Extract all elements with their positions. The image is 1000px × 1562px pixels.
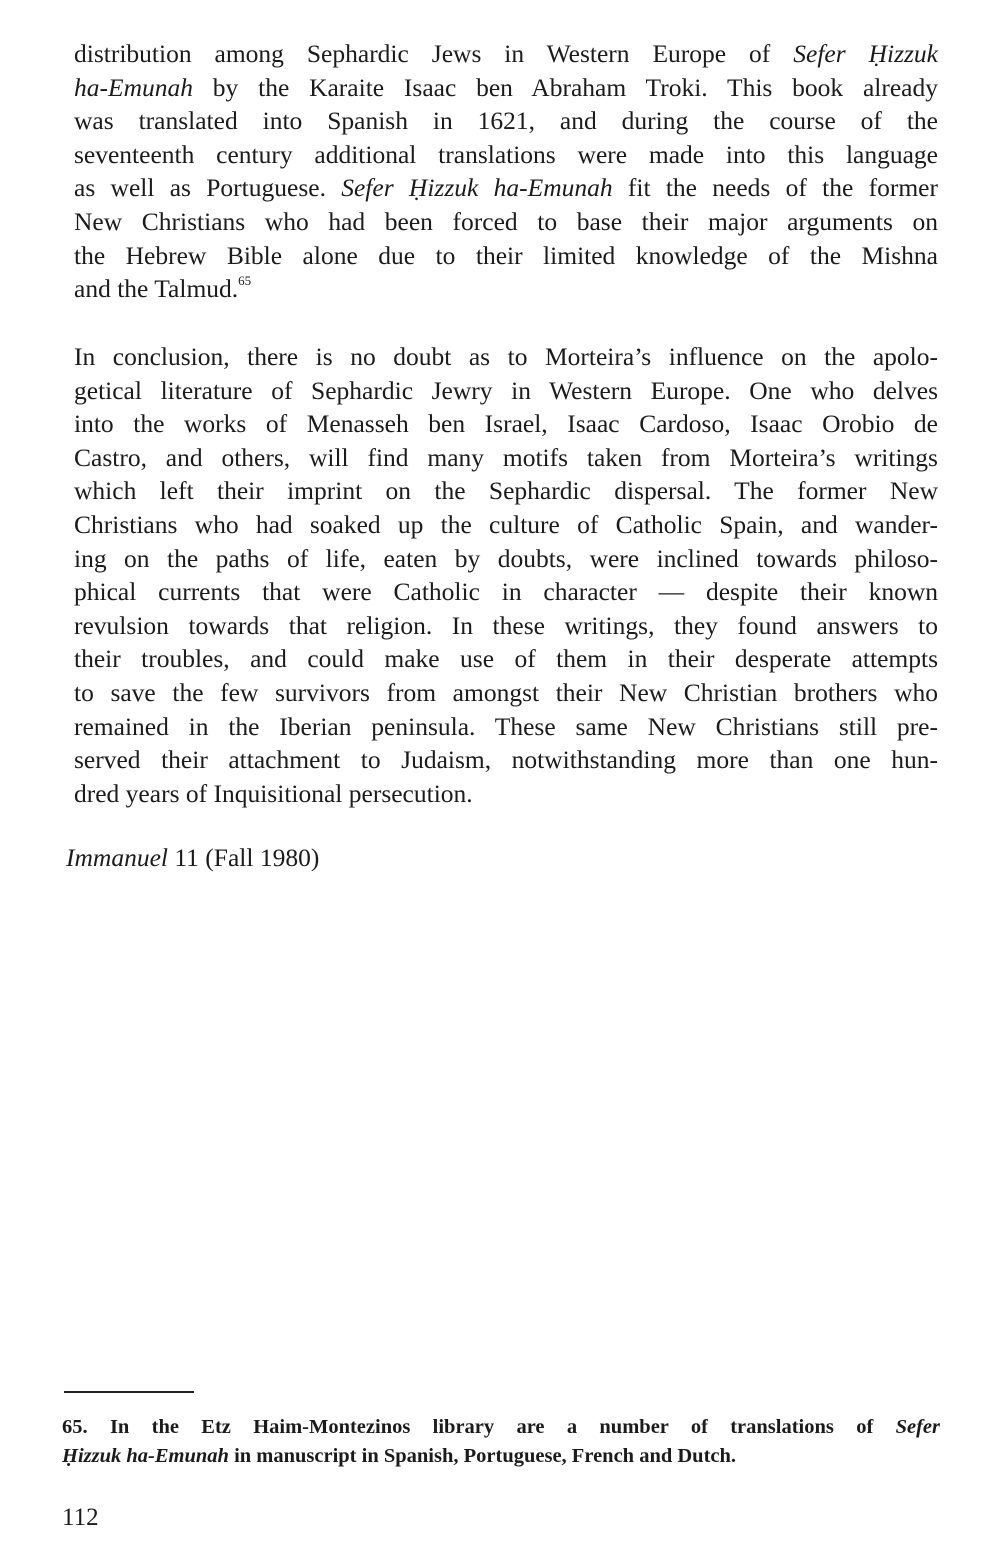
text-run: the Hebrew Bible alone due to their limited knowledge of the Mishna	[74, 240, 938, 270]
text-run: seventeenth century additional translations were made into this language	[74, 139, 938, 169]
text-run: dred years of Inquisitional persecution.	[74, 778, 473, 808]
text-run: into the works of Menasseh ben Israel, Isaac Cardoso, Isaac Orobio de	[74, 409, 938, 439]
journal-issue: 11 (Fall 1980)	[167, 843, 320, 872]
text-line	[74, 575, 938, 609]
text-line	[74, 777, 938, 811]
body-paragraph-2	[74, 340, 938, 810]
text-run: to save the few survivors from amongst their New Christian brothers who	[74, 677, 938, 707]
text-line	[74, 710, 938, 744]
journal-title: Immanuel	[66, 843, 168, 872]
italic-title: ha-Emunah	[74, 72, 193, 102]
text-line	[74, 374, 938, 408]
italic-title: Sefer	[895, 1416, 940, 1438]
text-run: distribution among Sephardic Jews in Western Europe of	[74, 39, 794, 68]
text-line	[74, 340, 938, 374]
text-line	[74, 138, 938, 172]
text-run: by the Karaite Isaac ben Abraham Troki. This book already	[192, 72, 938, 102]
body-paragraph-1	[74, 37, 938, 306]
text-line	[74, 71, 938, 105]
text-run: as well as Portuguese.	[74, 173, 342, 203]
text-line	[74, 205, 938, 239]
page-number: 112	[62, 1504, 99, 1531]
text-line	[74, 542, 938, 576]
text-run: fit the needs of the former	[612, 173, 938, 203]
text-run: their troubles, and could make use of them in their desperate attempts	[74, 644, 938, 674]
text-line	[74, 239, 938, 273]
text-line	[74, 508, 938, 542]
text-line	[74, 441, 938, 475]
text-line	[62, 1413, 940, 1442]
text-run: remained in the Iberian peninsula. These same New Christians still pre-	[74, 711, 938, 741]
text-run: which left their imprint on the Sephardic dispersal. The former New	[74, 476, 938, 506]
text-line	[74, 609, 938, 643]
text-line	[74, 676, 938, 710]
italic-title: Sefer Ḥizzuk ha-Emunah	[341, 173, 613, 203]
text-line	[74, 642, 938, 676]
text-run: Castro, and others, will find many motifs taken from Morteira’s writings	[74, 442, 938, 472]
text-run: ing on the paths of life, eaten by doubts, were inclined towards philoso-	[74, 543, 938, 573]
text-line	[74, 474, 938, 508]
source-citation	[66, 841, 319, 874]
text-run: served their attachment to Judaism, notwithstanding more than one hun-	[74, 745, 938, 775]
text-run: in manuscript in Spanish, Portuguese, French and Dutch.	[228, 1444, 737, 1467]
footnote-reference: 65	[238, 273, 252, 289]
text-run: Christians who had soaked up the culture of Catholic Spain, and wander-	[74, 509, 938, 539]
text-run: and the Talmud.	[74, 274, 239, 304]
text-line	[74, 104, 938, 138]
footnote-65	[62, 1413, 940, 1470]
text-line	[74, 37, 938, 71]
text-line	[74, 407, 938, 441]
text-line	[74, 171, 938, 205]
italic-title: Sefer Ḥizzuk	[793, 39, 939, 68]
text-line	[74, 272, 938, 306]
text-line	[74, 743, 938, 777]
text-run: was translated into Spanish in 1621, and during the course of the	[74, 106, 938, 136]
text-run: getical literature of Sephardic Jewry in Western Europe. One who delves	[74, 375, 938, 405]
text-run: In conclusion, there is no doubt as to Morteira’s influence on the apolo-	[74, 342, 938, 371]
italic-title: Ḥizzuk ha-Emunah	[62, 1444, 229, 1467]
text-line	[62, 1442, 940, 1471]
text-run: phical currents that were Catholic in character — despite their known	[74, 577, 938, 607]
footnote-separator	[64, 1391, 194, 1393]
text-run: revulsion towards that religion. In these writings, they found answers to	[74, 610, 938, 640]
text-run: New Christians who had been forced to base their major arguments on	[74, 206, 938, 236]
text-run: 65. In the Etz Haim-Montezinos library are a number of translations of	[62, 1416, 896, 1438]
